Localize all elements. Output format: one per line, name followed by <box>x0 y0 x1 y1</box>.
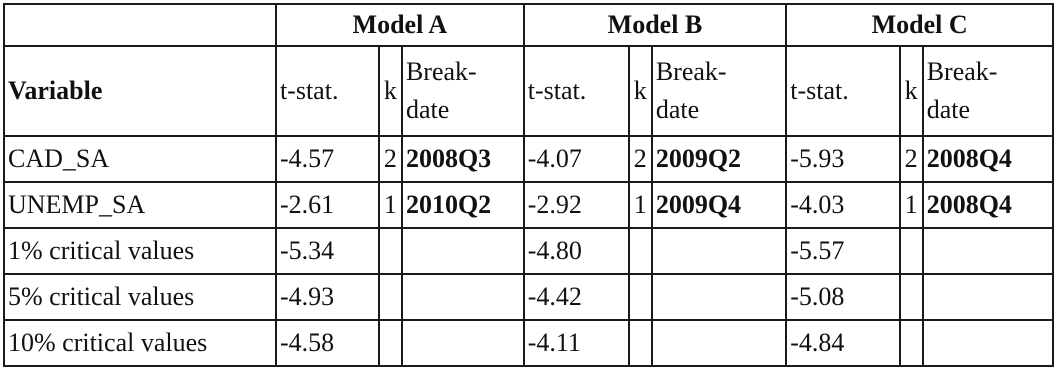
model-c-critical-cell: -5.57 <box>786 228 899 274</box>
model-a-tstat-header: t-stat. <box>276 46 379 136</box>
empty-cell <box>402 228 524 274</box>
model-c-tstat-cell: -4.03 <box>786 182 899 228</box>
model-a-tstat-cell: -4.57 <box>276 136 379 182</box>
model-c-header: Model C <box>786 4 1053 46</box>
empty-cell <box>900 228 923 274</box>
model-b-tstat-cell: -4.07 <box>524 136 629 182</box>
critical-label-cell: 10% critical values <box>4 320 276 366</box>
critical-value-row <box>4 320 1053 366</box>
column-header-row <box>4 46 1053 136</box>
model-a-k-header: k <box>379 46 402 136</box>
model-b-k-cell: 1 <box>629 182 652 228</box>
empty-cell <box>629 228 652 274</box>
empty-cell <box>923 228 1053 274</box>
model-a-k-cell: 2 <box>379 136 402 182</box>
model-b-k-header: k <box>629 46 652 136</box>
empty-cell <box>900 320 923 366</box>
critical-value-row <box>4 274 1053 320</box>
corner-cell <box>4 4 276 46</box>
model-b-tstat-cell: -2.92 <box>524 182 629 228</box>
model-a-critical-cell: -5.34 <box>276 228 379 274</box>
breakdate-header-line1: Break- <box>405 57 477 87</box>
model-a-critical-cell: -4.93 <box>276 274 379 320</box>
model-b-critical-cell: -4.80 <box>524 228 629 274</box>
model-b-breakdate-cell: 2009Q2 <box>652 136 786 182</box>
breakdate-header-line1: Break- <box>926 57 998 87</box>
model-a-critical-cell: -4.58 <box>276 320 379 366</box>
empty-cell <box>629 274 652 320</box>
unit-root-test-table <box>3 3 1054 367</box>
empty-cell <box>402 320 524 366</box>
model-b-breakdate-header <box>652 46 786 136</box>
empty-cell <box>923 274 1053 320</box>
model-c-breakdate-cell: 2008Q4 <box>923 182 1053 228</box>
breakdate-header-line2: date <box>655 95 700 124</box>
model-b-critical-cell: -4.11 <box>524 320 629 366</box>
model-c-breakdate-cell: 2008Q4 <box>923 136 1053 182</box>
model-c-critical-cell: -5.08 <box>786 274 899 320</box>
results-table-container <box>3 3 1054 357</box>
model-b-breakdate-cell: 2009Q4 <box>652 182 786 228</box>
table-row <box>4 136 1053 182</box>
model-a-breakdate-cell: 2010Q2 <box>402 182 524 228</box>
empty-cell <box>402 274 524 320</box>
model-b-header: Model B <box>524 4 786 46</box>
model-c-tstat-cell: -5.93 <box>786 136 899 182</box>
empty-cell <box>379 274 402 320</box>
model-a-k-cell: 1 <box>379 182 402 228</box>
model-c-k-header: k <box>900 46 923 136</box>
empty-cell <box>652 320 786 366</box>
model-b-k-cell: 2 <box>629 136 652 182</box>
critical-label-cell: 1% critical values <box>4 228 276 274</box>
breakdate-header-line1: Break- <box>655 57 727 87</box>
variable-cell: CAD_SA <box>4 136 276 182</box>
breakdate-header-line2: date <box>405 95 450 124</box>
critical-label-cell: 5% critical values <box>4 274 276 320</box>
variable-header: Variable <box>4 46 276 136</box>
empty-cell <box>652 274 786 320</box>
empty-cell <box>900 274 923 320</box>
model-b-critical-cell: -4.42 <box>524 274 629 320</box>
model-c-k-cell: 1 <box>900 182 923 228</box>
empty-cell <box>629 320 652 366</box>
model-a-breakdate-header <box>402 46 524 136</box>
empty-cell <box>379 228 402 274</box>
critical-value-row <box>4 228 1053 274</box>
breakdate-header-line2: date <box>926 95 971 124</box>
table-row <box>4 182 1053 228</box>
empty-cell <box>923 320 1053 366</box>
empty-cell <box>379 320 402 366</box>
model-b-tstat-header: t-stat. <box>524 46 629 136</box>
model-a-tstat-cell: -2.61 <box>276 182 379 228</box>
model-a-header: Model A <box>276 4 524 46</box>
model-c-breakdate-header <box>923 46 1053 136</box>
variable-cell: UNEMP_SA <box>4 182 276 228</box>
empty-cell <box>652 228 786 274</box>
model-header-row <box>4 4 1053 46</box>
model-c-tstat-header: t-stat. <box>786 46 899 136</box>
model-c-critical-cell: -4.84 <box>786 320 899 366</box>
model-c-k-cell: 2 <box>900 136 923 182</box>
model-a-breakdate-cell: 2008Q3 <box>402 136 524 182</box>
